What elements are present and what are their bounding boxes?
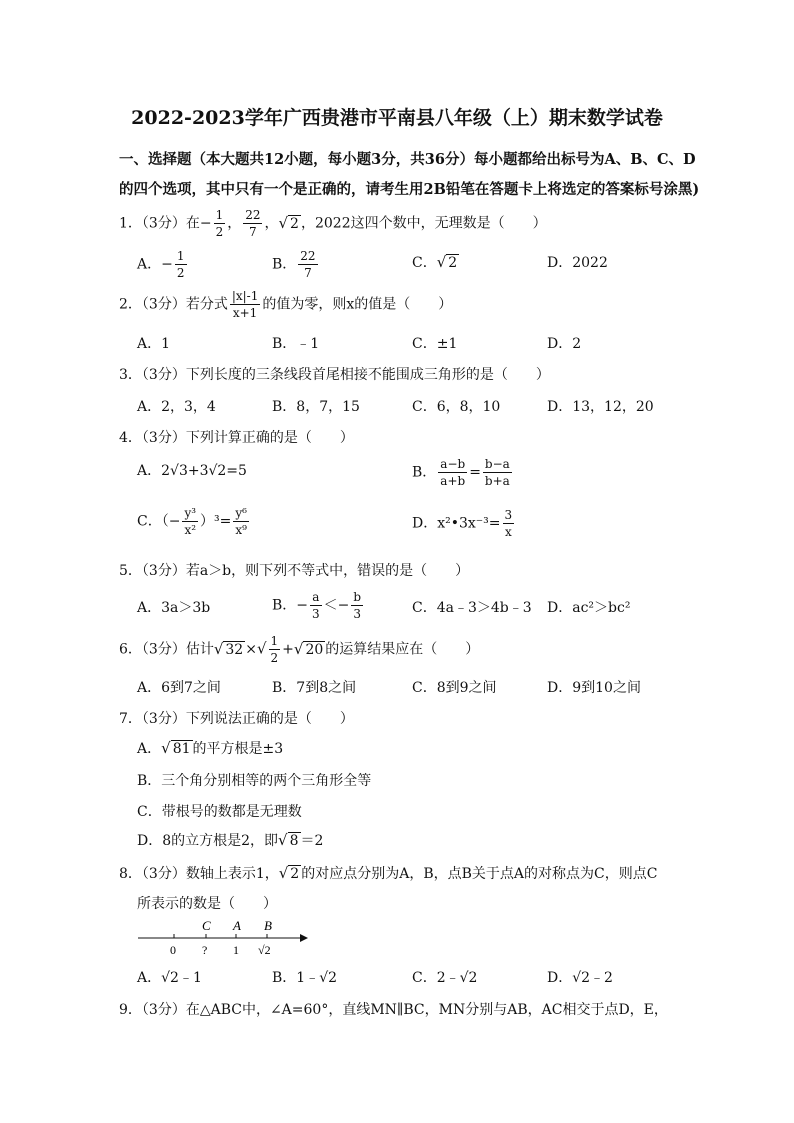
question-3: 3．（3分）下列长度的三条线段首尾相接不能围成三角形的是（ ）: [119, 367, 550, 383]
q2-option-d: D．2: [547, 336, 582, 352]
q3-option-a: A．2，3，4: [137, 399, 216, 415]
label-zero: 0: [170, 943, 176, 957]
question-1: 1．（3分）在− $\frac{1}{2}$ ， $\frac{22}{7}$ ，√ 2 ，2022这四个数中，无理数是（ ）: [119, 208, 547, 239]
label-b: B: [264, 918, 272, 933]
question-4: 4．（3分）下列计算正确的是（ ）: [119, 430, 354, 446]
q8-option-c: C．2﹣√2: [412, 970, 478, 986]
q1-option-a: A．− $\frac{1}{2}$: [137, 249, 185, 280]
q5-option-b: B．− $\frac{a}{3}$ ＜− $\frac{b}{3}$: [272, 590, 362, 621]
question-5: 5．（3分）若a＞b，则下列不等式中，错误的是（ ）: [119, 563, 470, 579]
q2-option-b: B．﹣1: [272, 336, 320, 352]
label-one: 1: [233, 943, 239, 957]
question-8: 8．（3分）数轴上表示1，√ 2 的对应点分别为A，B，点B关于点A的对称点为C，则点C: [119, 864, 658, 882]
section-heading-line1: 一、选择题（本大题共12小题，每小题3分，共36分）每小题都给出标号为A、B、C、D: [119, 151, 696, 168]
q5-option-c: C．4a﹣3＞4b﹣3: [412, 600, 532, 616]
q4-option-d: D．x²•3x⁻³= $\frac{3}{x}$: [412, 508, 513, 539]
question-9: 9．（3分）在△ABC中，∠A=60°，直线MN∥BC，MN分别与AB，AC相交于点D，E，: [119, 1002, 668, 1018]
question-6: 6．（3分）估计√ 32 ×√ $\frac{1}{2}$ +√ 20 的运算结果应在（ ）: [119, 634, 480, 665]
q6-option-c: C．8到9之间: [412, 680, 497, 696]
q7-option-c: C．带根号的数都是无理数: [137, 804, 302, 820]
q8-option-a: A．√2﹣1: [137, 970, 202, 986]
number-line-figure: [136, 918, 316, 958]
q3-option-d: D．13，12，20: [547, 399, 654, 415]
q4-option-b: B． $\frac{a-b}{a+b}$ = $\frac{b-a}{b+a}$: [412, 457, 510, 488]
q7-option-b: B．三个角分别相等的两个三角形全等: [137, 773, 372, 789]
q7-option-d: D．8的立方根是2，即√ 8 ＝2: [137, 831, 324, 849]
q6-option-d: D．9到10之间: [547, 680, 641, 696]
label-question: ?: [202, 943, 208, 957]
q3-option-b: B．8，7，15: [272, 399, 360, 415]
arrow-icon: [300, 934, 308, 942]
q2-option-c: C．±1: [412, 336, 458, 352]
q2-option-a: A．1: [137, 336, 171, 352]
question-7: 7．（3分）下列说法正确的是（ ）: [119, 711, 354, 727]
sqrt-symbol: √ 2: [278, 213, 299, 232]
q6-option-a: A．6到7之间: [137, 680, 221, 696]
q5-option-a: A．3a＞3b: [137, 600, 211, 616]
q3-option-c: C．6，8，10: [412, 399, 501, 415]
q1-option-d: D．2022: [547, 255, 608, 271]
q4-option-a: A．2√3+3√2=5: [137, 463, 247, 479]
question-8-line2: 所表示的数是（ ）: [137, 896, 277, 912]
q5-option-d: D．ac²＞bc²: [547, 600, 631, 616]
question-2: 2．（3分）若分式 $\frac{|x|-1}{x+1}$ 的值为零，则x的值是（ ）: [119, 289, 453, 320]
q7-option-a: A．√ 81 的平方根是±3: [137, 739, 284, 757]
label-sqrt2: √2: [258, 943, 271, 957]
q1-option-b: B． $\frac{22}{7}$: [272, 249, 316, 280]
section-heading-line2: 的四个选项，其中只有一个是正确的，请考生用2B铅笔在答题卡上将选定的答案标号涂黑): [119, 181, 700, 198]
page-title: 2022-2023学年广西贵港市平南县八年级（上）期末数学试卷: [131, 107, 663, 129]
q6-option-b: B．7到8之间: [272, 680, 357, 696]
q1-option-c: C．√ 2: [412, 253, 458, 271]
q8-option-b: B．1﹣√2: [272, 970, 338, 986]
label-a: A: [233, 918, 241, 933]
q4-option-c: C．（− $\frac{\text{y³}}{\text{x²}}$ ）³= $\frac{\text{y⁶}}{\text{x⁹}}$: [137, 506, 247, 537]
label-c: C: [202, 918, 211, 933]
q8-option-d: D．√2﹣2: [547, 970, 613, 986]
